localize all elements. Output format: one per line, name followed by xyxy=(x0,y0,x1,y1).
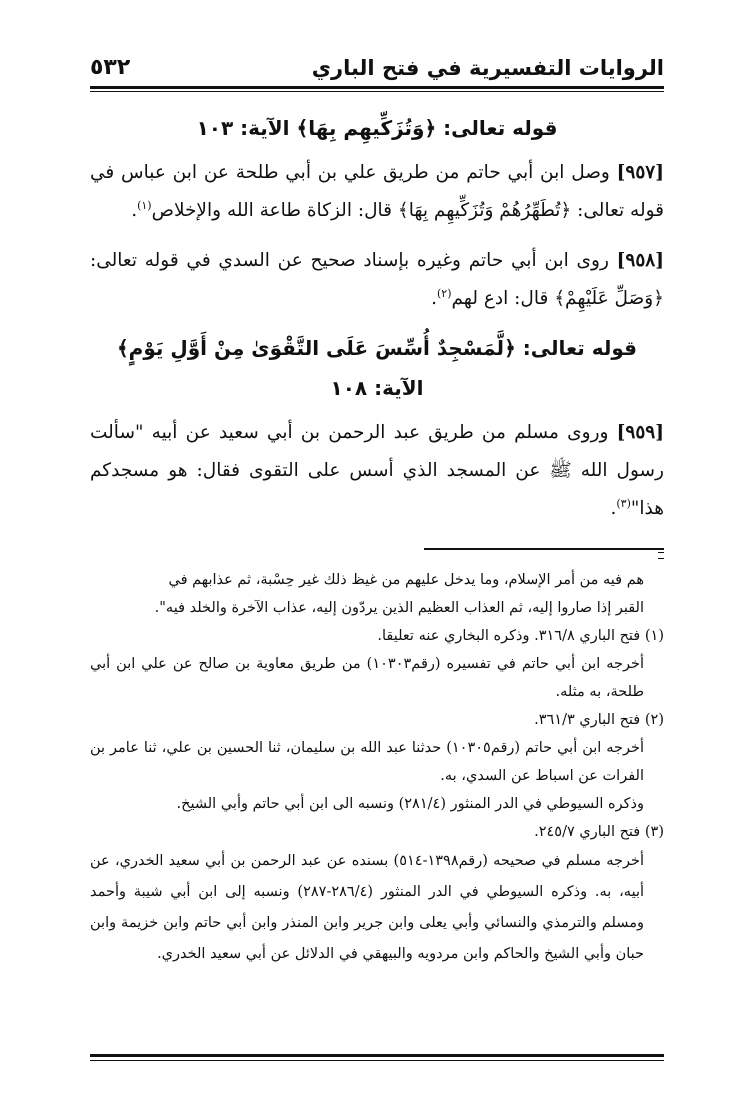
narration-958 xyxy=(90,242,664,318)
section-heading-verse-108: قوله تعالى: ﴿لَّمَسْجِدٌ أُسِّسَ عَلَى التَّقْوَىٰ مِنْ أَوَّلِ يَوْمٍ﴾ الآية: ١٠٨ xyxy=(116,336,638,400)
footnote-1-source-text: فتح الباري ٣١٦/٨. وذكره البخاري عنه تعليقا. xyxy=(377,628,641,644)
footnote-2-detail: وذكره السيوطي في الدر المنثور (٢٨١/٤) ونسبه الى ابن أبي حاتم وأبي الشيخ. xyxy=(176,796,644,812)
narration-tail: . xyxy=(610,498,617,519)
section-heading-verse-103: قوله تعالى: ﴿وَتُزَكِّيهِم بِهَا﴾ الآية: ١٠٣ xyxy=(196,116,558,140)
header-rule-thin xyxy=(90,91,664,92)
footnote-1-detail: أخرجه ابن أبي حاتم في تفسيره (رقم١٠٣٠٣) من طريق معاوية بن صالح عن علي ابن أبي طلحة، به مثله. xyxy=(90,656,644,700)
page-number: ٥٣٢ xyxy=(90,55,131,80)
footnote-3-detail: أخرجه مسلم في صحيحه (رقم١٣٩٨-٥١٤) بسنده عن عبد الرحمن بن أبي سعيد الخدري، عن أبيه، به. وذكره السيوطي في الدر المنثور (٢٨٦/٤-٢٨٧) ونسبه إلى ابن أبي شيبة وأحمد ومسلم والترمذي والنسائي وأبي يعلى وابن جرير وابن المنذر وابن أبي حاتم وابن خزيمة وابن حبان وأبي الشيخ والحاكم وابن مردويه والبيهقي في الدلائل عن أبي سعيد الخدري. xyxy=(90,853,645,962)
narration-text: وروى مسلم من طريق عبد الرحمن بن أبي سعيد عن أبيه "سألت رسول الله ﷺ عن المسجد الذي أسس على التقوى فقال: هو مسجدكم هذا" xyxy=(90,422,664,519)
footer-rule-thin xyxy=(90,1060,664,1061)
footnote-2-detail: أخرجه ابن أبي حاتم (رقم١٠٣٠٥) حدثنا عبد الله بن سليمان، ثنا الحسين بن علي، ثنا عامر بن الفرات عن اسباط عن السدي، به. xyxy=(90,740,644,784)
footnote-1-ref: (١) xyxy=(644,628,664,644)
footnote-3-source xyxy=(90,818,664,846)
narration-number: [٩٥٨] xyxy=(616,250,664,271)
narration-959 xyxy=(90,414,664,528)
narration-text: وصل ابن أبي حاتم من طريق علي بن أبي طلحة عن ابن عباس في قوله تعالى: ﴿تُطَهِّرُهُمْ وَتُزَكِّيهِم بِهَا﴾ قال: الزكاة طاعة الله والإخلاص xyxy=(90,162,664,221)
footnote-continuation-line: القبر إذا صاروا إليه، ثم العذاب العظيم الذين يردّون إليه، عذاب الآخرة والخلد فيه". xyxy=(154,600,644,616)
page-header xyxy=(90,46,664,86)
footnote-separator-mark xyxy=(658,552,664,559)
footnote-3-source-text: فتح الباري ٢٤٥/٧. xyxy=(534,824,641,840)
footnote-2-source xyxy=(90,706,664,734)
footnote-ref: (١) xyxy=(137,198,152,212)
header-rule xyxy=(90,86,664,89)
footnote-2-ref: (٢) xyxy=(644,712,664,728)
main-text xyxy=(90,108,664,528)
footnotes xyxy=(90,566,664,970)
footnote-continuation-line: هم فيه من أمر الإسلام، وما يدخل عليهم من غيظ ذلك غير حِسْبة، ثم عذابهم في xyxy=(168,572,644,588)
footer-rule xyxy=(90,1054,664,1057)
footnote-3-ref: (٣) xyxy=(644,824,664,840)
narration-number: [٩٥٧] xyxy=(616,162,664,183)
narration-text: روى ابن أبي حاتم وغيره بإسناد صحيح عن السدي في قوله تعالى: ﴿وَصَلِّ عَلَيْهِمْ﴾ قال: ادع لهم xyxy=(90,250,664,309)
narration-957 xyxy=(90,154,664,230)
footnote-1-source xyxy=(90,622,664,650)
running-title: الروايات التفسيرية في فتح الباري xyxy=(311,56,664,80)
narration-number: [٩٥٩] xyxy=(616,422,664,443)
footnote-ref: (٣) xyxy=(616,496,631,510)
narration-tail: . xyxy=(131,200,138,221)
footnote-ref: (٢) xyxy=(436,286,452,300)
footnote-separator xyxy=(424,548,664,550)
narration-tail: . xyxy=(431,288,437,309)
footnote-2-source-text: فتح الباري ٣٦١/٣. xyxy=(534,712,641,728)
